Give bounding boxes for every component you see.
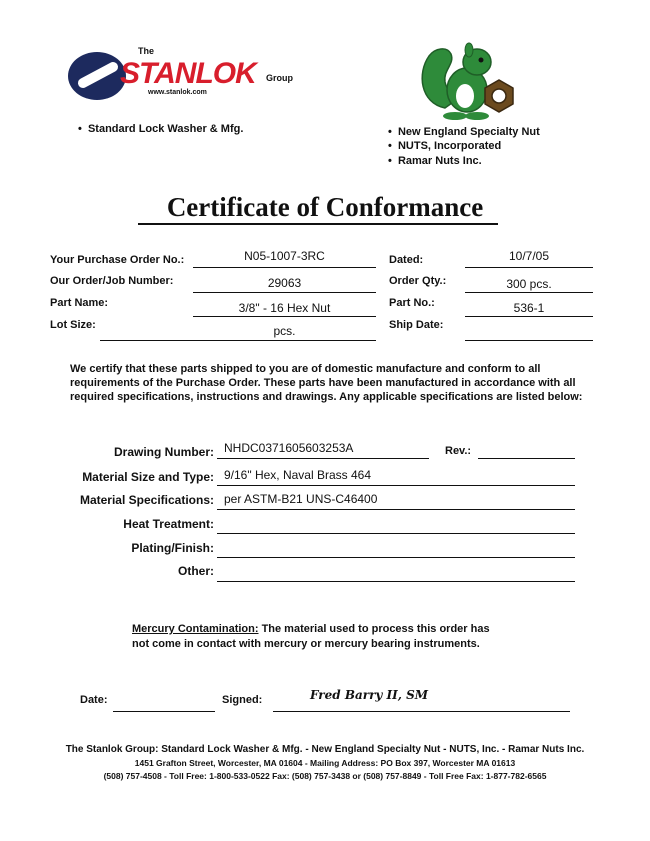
qty-value: 300 pcs.: [506, 277, 552, 291]
mercury-heading: Mercury Contamination:: [132, 623, 259, 635]
squirrel-with-nut-icon: [415, 38, 523, 122]
logo-disc-icon: [68, 52, 126, 100]
plating-finish-label: Plating/Finish:: [131, 541, 214, 555]
footer-phones: (508) 757-4508 - Toll Free: 1-800-533-0522 Fax: (508) 757-3438 or (508) 757-8849 - Toll Free Fax: 1-877-782-6565: [103, 771, 547, 781]
part-no-label: Part No.:: [389, 297, 435, 309]
left-bullet-item: • Standard Lock Washer & Mfg.: [78, 123, 244, 135]
drawing-number-label: Drawing Number:: [113, 445, 214, 459]
qty-line: [465, 292, 593, 293]
certification-paragraph: We certify that these parts shipped to you are of domestic manufacture and conform to all requirements of the Purchase Order. These parts have been manufactured in accordance with all required specifications, instructions and drawings. Any applicable specifications are listed below:: [70, 363, 583, 403]
logo-group-text: Group: [266, 73, 293, 83]
signed-label: Signed:: [222, 694, 263, 706]
drawing-number-line: [217, 458, 429, 459]
part-name-line: [193, 316, 376, 317]
rev-line: [478, 458, 575, 459]
part-name-value: 3/8" - 16 Hex Nut: [238, 301, 331, 315]
logo-the-text: The: [138, 46, 155, 56]
plating-finish-line: [217, 557, 575, 558]
signature: Fred Barry II, SM: [310, 688, 429, 702]
signature-line: [273, 711, 570, 712]
logo-wordmark: STANLOK: [120, 57, 256, 90]
mercury-text-1: The material used to process this order has: [258, 623, 490, 635]
part-no-value: 536-1: [513, 301, 545, 315]
drawing-number-value: NHDC0371605603253A: [224, 441, 354, 455]
logo-website: www.stanlok.com: [148, 89, 207, 96]
qty-label: Order Qty.:: [389, 275, 447, 287]
material-spec-value: per ASTM-B21 UNS-C46400: [224, 492, 378, 506]
footer-address: 1451 Grafton Street, Worcester, MA 01604 - Mailing Address: PO Box 397, Worcester MA 01613: [134, 758, 516, 768]
po-value: N05-1007-3RC: [244, 249, 325, 263]
po-line: [193, 267, 376, 268]
dated-label: Dated:: [389, 254, 424, 266]
ship-date-label: Ship Date:: [389, 319, 444, 331]
job-label: Our Order/Job Number:: [50, 275, 174, 287]
other-line: [217, 581, 575, 582]
right-bullet-item: • Ramar Nuts Inc.: [388, 155, 482, 167]
material-size-label: Material Size and Type:: [82, 470, 214, 484]
lot-size-label: Lot Size:: [50, 319, 96, 331]
job-line: [193, 292, 376, 293]
lot-size-line: [100, 340, 376, 341]
date-line: [113, 711, 215, 712]
rev-label: Rev.:: [445, 445, 472, 457]
material-size-value: 9/16" Hex, Naval Brass 464: [224, 468, 371, 482]
part-no-line: [465, 316, 593, 317]
heat-treatment-label: Heat Treatment:: [123, 517, 214, 531]
lot-size-value: pcs.: [273, 324, 296, 338]
material-spec-label: Material Specifications:: [79, 493, 214, 507]
part-name-label: Part Name:: [50, 297, 109, 309]
material-size-line: [217, 485, 575, 486]
title-underline: [138, 223, 498, 225]
document-title: Certificate of Conformance: [166, 192, 484, 222]
ship-date-line: [465, 340, 593, 341]
mercury-statement: [132, 622, 552, 652]
footer-companies: The Stanlok Group: Standard Lock Washer & Mfg. - New England Specialty Nut - NUTS, Inc. - Ramar Nuts Inc.: [65, 744, 585, 755]
job-value: 29063: [267, 276, 302, 290]
heat-treatment-line: [217, 533, 575, 534]
dated-line: [465, 267, 593, 268]
right-bullet-item: • NUTS, Incorporated: [388, 140, 502, 152]
material-spec-line: [217, 509, 575, 510]
right-bullet-item: • New England Specialty Nut: [388, 126, 540, 138]
mercury-text-2: not come in contact with mercury or mercury bearing instruments.: [132, 638, 480, 650]
dated-value: 10/7/05: [508, 249, 550, 263]
date-label: Date:: [80, 694, 108, 706]
po-label: Your Purchase Order No.:: [50, 254, 185, 266]
other-label: Other:: [178, 564, 214, 578]
